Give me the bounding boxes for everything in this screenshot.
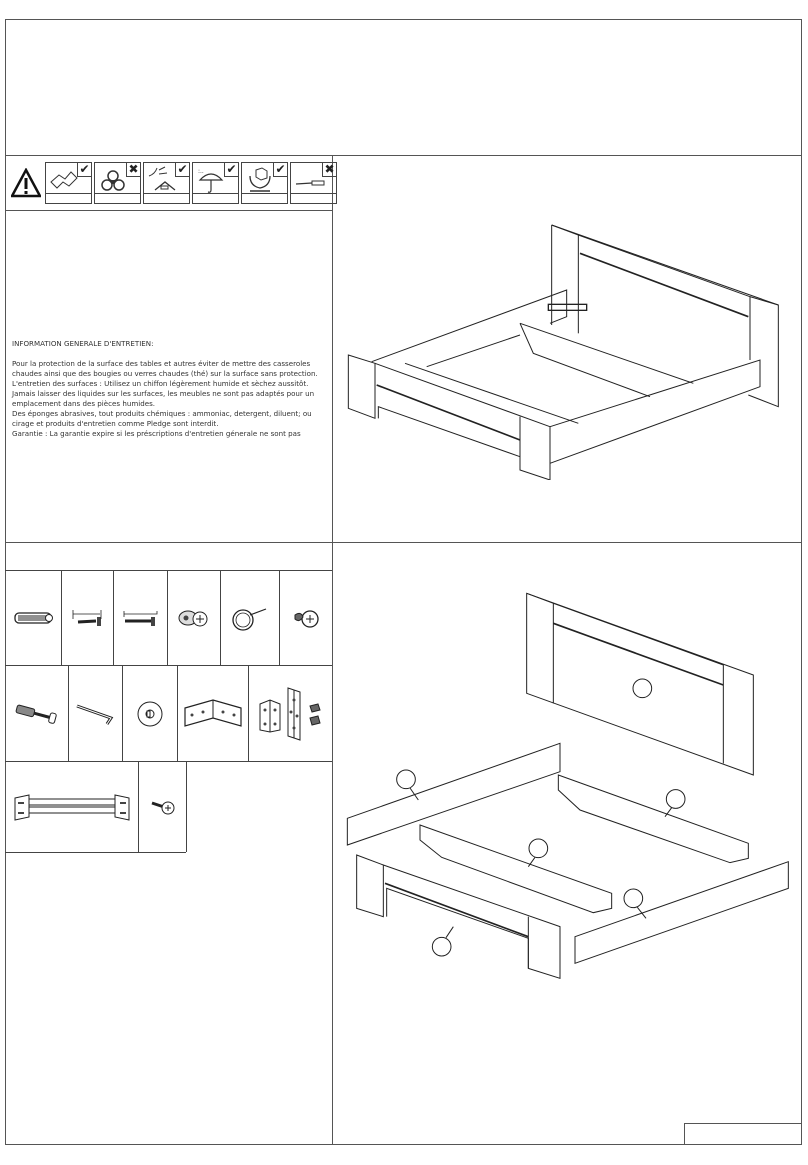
part-bolt-anchor [6, 666, 68, 761]
phillips-screw-icon [150, 798, 176, 816]
part-long-screw [114, 571, 167, 665]
info-line: L'entretien des surfaces : Utilisez un chiffon légèrement humide et sèchez aussitôt. [12, 379, 309, 388]
part-short-screw [62, 571, 113, 665]
part-glide-nail [221, 571, 279, 665]
hinge-bracket-icon [256, 686, 326, 742]
part-angle-bracket [178, 666, 248, 761]
bolt-anchor-icon [14, 704, 60, 724]
part-cam-lock [280, 571, 332, 665]
part-hinge-brackets [249, 666, 332, 761]
check-icon: ✔ [224, 163, 238, 177]
part-cam-bolt [168, 571, 220, 665]
part-center-rail-bracket [6, 762, 138, 852]
info-line: cirage et produits d'entretien comme Pledge sont interdit. [12, 419, 219, 428]
part-round-disc [123, 666, 177, 761]
warning-icon [11, 168, 41, 198]
info-line: emplacement dans des pièces humides. [12, 399, 156, 408]
check-icon: ✔ [77, 163, 91, 177]
header-divider [5, 155, 802, 156]
check-icon: ✔ [273, 163, 287, 177]
parts-row3-bottom [5, 852, 186, 853]
care-pictograms [7, 160, 339, 206]
footer-box [684, 1123, 802, 1145]
cloth-icon [49, 166, 79, 192]
column-divider [332, 155, 333, 1145]
glide-nail-icon [230, 604, 270, 632]
cross-icon: ✖ [322, 163, 336, 177]
info-heading: INFORMATION GENERALE D'ENTRETIEN: [12, 339, 154, 348]
angle-bracket-icon [183, 698, 243, 730]
umbrella-icon [196, 166, 226, 194]
pictogram-cloth [45, 162, 92, 204]
pictogram-fragile [241, 162, 288, 204]
section-divider [5, 542, 802, 543]
info-line: chaudes ainsi que des bougies ou verres chaudes (thé) sur la surface sans protection. [12, 369, 318, 378]
disc-icon [135, 699, 165, 729]
exploded-bed-figure [340, 580, 800, 990]
bed-exploded-drawing [340, 580, 800, 990]
biohazard-icon [98, 166, 128, 194]
info-line: Des éponges abrasives, tout produits chémiques : ammoniac, detergent, diluent; ou [12, 409, 312, 418]
pictogram-sun [143, 162, 190, 204]
allen-key-icon [75, 702, 117, 726]
short-screw-icon [70, 608, 106, 628]
maintenance-info [12, 339, 322, 439]
cam-lock-icon [291, 607, 321, 629]
pictogram-divider [5, 210, 332, 211]
cross-icon: ✖ [126, 163, 140, 177]
pictogram-knife [290, 162, 337, 204]
part-phillips-screw [139, 762, 186, 852]
pictogram-umbrella [192, 162, 239, 204]
bed-assembled-drawing [340, 210, 780, 480]
part-wooden-dowel [6, 571, 61, 665]
info-line: Garantie : La garantie expire si les préscriptions d'entretien génerale ne sont pas [12, 429, 301, 438]
part-allen-key [69, 666, 122, 761]
long-screw-icon [121, 609, 161, 627]
info-line: Jamais laisser des liquides sur les surfaces, les meubles ne sont pas adaptés pour un [12, 389, 315, 398]
fragile-box-icon [245, 166, 275, 194]
pictogram-chemicals [94, 162, 141, 204]
svg-text::..: :.. [198, 168, 204, 175]
rail-bracket-icon [13, 793, 131, 821]
check-icon: ✔ [175, 163, 189, 177]
dowel-icon [14, 611, 54, 625]
grid-line [186, 761, 187, 852]
cam-connector-icon [177, 608, 211, 628]
info-line: Pour la protection de la surface des tables et autres éviter de mettre des casseroles [12, 359, 311, 368]
assembled-bed-figure [340, 210, 780, 480]
